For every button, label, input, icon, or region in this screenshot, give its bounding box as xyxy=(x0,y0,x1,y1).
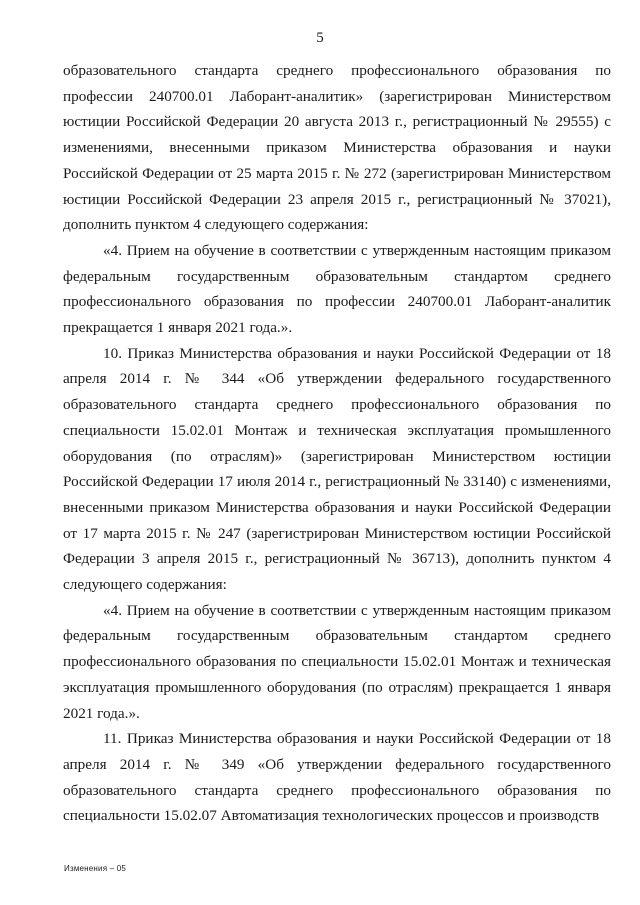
footer-note: Изменения – 05 xyxy=(64,864,127,873)
paragraph-item-10: 10. Приказ Министерства образования и науки Российской Федерации от 18 апреля 2014 г. № 344 «Об утверждении федерального государственного образовательного стандарта среднего профессионального образования по специальности 15.02.01 Монтаж и техническая эксплуатация промышленного оборудования (по отраслям)» (зарегистрирован Министерством юстиции Российской Федерации 17 июля 2014 г., регистрационный № 33140) с изменениями, внесенными приказом Министерства образования и науки Российской Федерации от 17 марта 2015 г. № 247 (зарегистрирован Министерством юстиции Российской Федерации 3 апреля 2015 г., регистрационный № 36713), дополнить пунктом 4 следующего содержания: xyxy=(63,344,611,594)
document-body xyxy=(63,58,611,829)
paragraph-quote-item-4: «4. Прием на обучение в соответствии с утвержденным настоящим приказом федеральным государственным образовательным стандартом среднего профессионального образования по профессии 240700.01 Лаборант-аналитик прекращается 1 января 2021 года.». xyxy=(63,241,611,337)
paragraph-item-11: 11. Приказ Министерства образования и науки Российской Федерации от 18 апреля 2014 г. № 349 «Об утверждении федерального государственного образовательного стандарта среднего профессионального образования по специальности 15.02.07 Автоматизация технологических процессов и производств xyxy=(63,730,611,825)
paragraph-continuation: образовательного стандарта среднего профессионального образования по профессии 240700.01 Лаборант-аналитик» (зарегистрирован Министерством юстиции Российской Федерации 20 августа 2013 г., регистрационный № 29555) с изменениями, внесенными приказом Министерства образования и науки Российской Федерации от 25 марта 2015 г. № 272 (зарегистрирован Министерством юстиции Российской Федерации 23 апреля 2015 г., регистрационный № 37021), дополнить пунктом 4 следующего содержания: xyxy=(63,62,611,234)
page-number: 5 xyxy=(316,30,324,46)
paragraph-quote-item-4: «4. Прием на обучение в соответствии с утвержденным настоящим приказом федеральным государственным образовательным стандартом среднего профессионального образования по специальности 15.02.01 Монтаж и техническая эксплуатация промышленного оборудования (по отраслям) прекращается 1 января 2021 года.». xyxy=(63,601,611,722)
